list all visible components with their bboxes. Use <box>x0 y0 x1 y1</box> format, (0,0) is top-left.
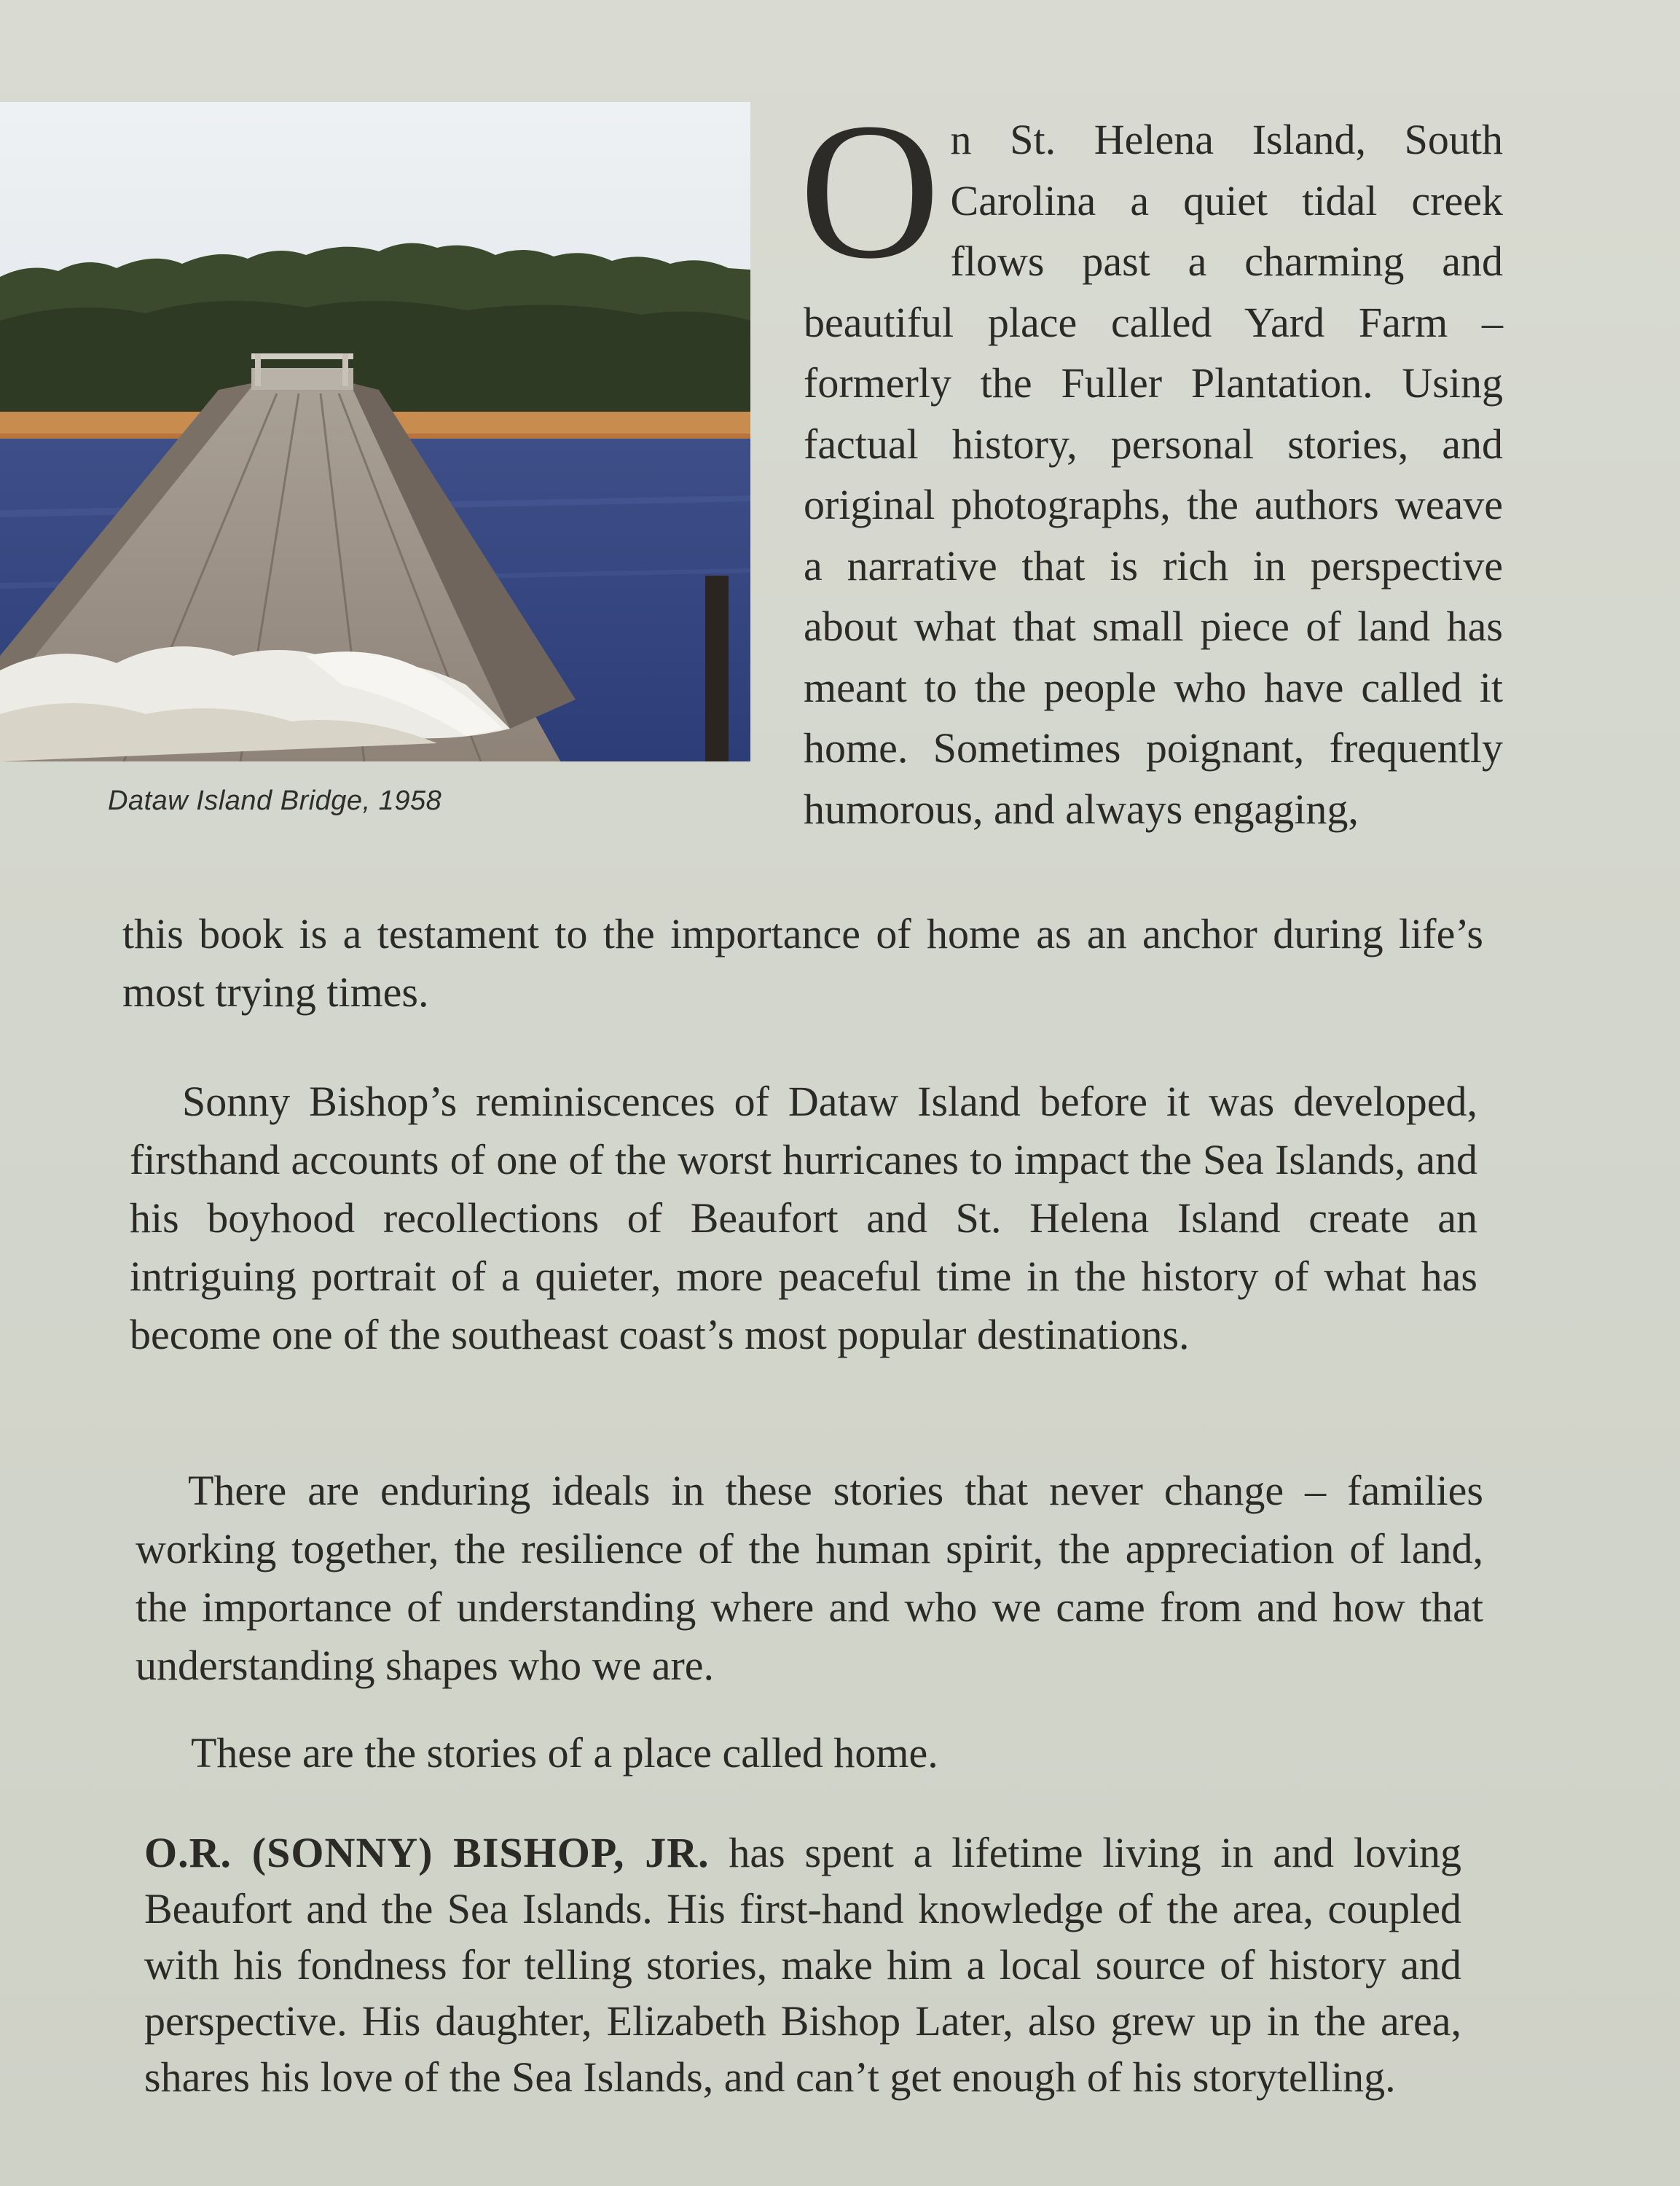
paragraph-text: There are enduring ideals in these stories that never change – families working together, the resilience of the human spirit, the appreciation of land, the importance of understanding where and who we came from and how that understanding shapes who we are. <box>136 1467 1483 1689</box>
paragraph-home: These are the stories of a place called home. <box>191 1729 938 1776</box>
intro-column-text: n St. Helena Island, South Carolina a quiet tidal creek flows past a charming and beautiful place called Yard Farm – formerly the Fuller Plantation. Using factual history, personal stories, and original photographs, the authors weave a narrative that is rich in perspective about what that small piece of land has meant to the people who have called it home. Sometimes poignant, frequently humorous, and always engaging, <box>804 116 1503 833</box>
author-bio-text: has spent a lifetime living in and loving Beaufort and the Sea Islands. His first-hand knowledge of the area, coupled with his fondness for telling stories, make him a local source of history and perspective. His daughter, Elizabeth Bishop Later, also grew up in the area, shares his love of the Sea Islands, and can’t get enough of his storytelling. <box>144 1829 1462 2101</box>
paragraph-enduring-ideals <box>136 1462 1483 1695</box>
dataw-bridge-photo <box>0 102 750 761</box>
author-name: O.R. (SONNY) BISHOP, JR. <box>144 1829 710 1876</box>
paragraph-reminiscences <box>130 1073 1477 1364</box>
paragraph-text: Sonny Bishop’s reminiscences of Dataw Island before it was developed, firsthand accounts of one of the worst hurricanes to impact the Sea Islands, and his boyhood recollections of Beaufort and St. Helena Island create an intriguing portrait of a quieter, more peaceful time in the history of what has become one of the southeast coast’s most popular destinations. <box>130 1078 1477 1358</box>
drop-cap: O <box>799 82 941 299</box>
photo-illustration <box>0 102 750 761</box>
intro-paragraph <box>799 82 1503 839</box>
photo-caption: Dataw Island Bridge, 1958 <box>108 786 442 816</box>
author-bio <box>144 1825 1461 2105</box>
intro-continuation: this book is a testament to the importance of home as an anchor during life’s most trying times. <box>122 910 1483 1016</box>
